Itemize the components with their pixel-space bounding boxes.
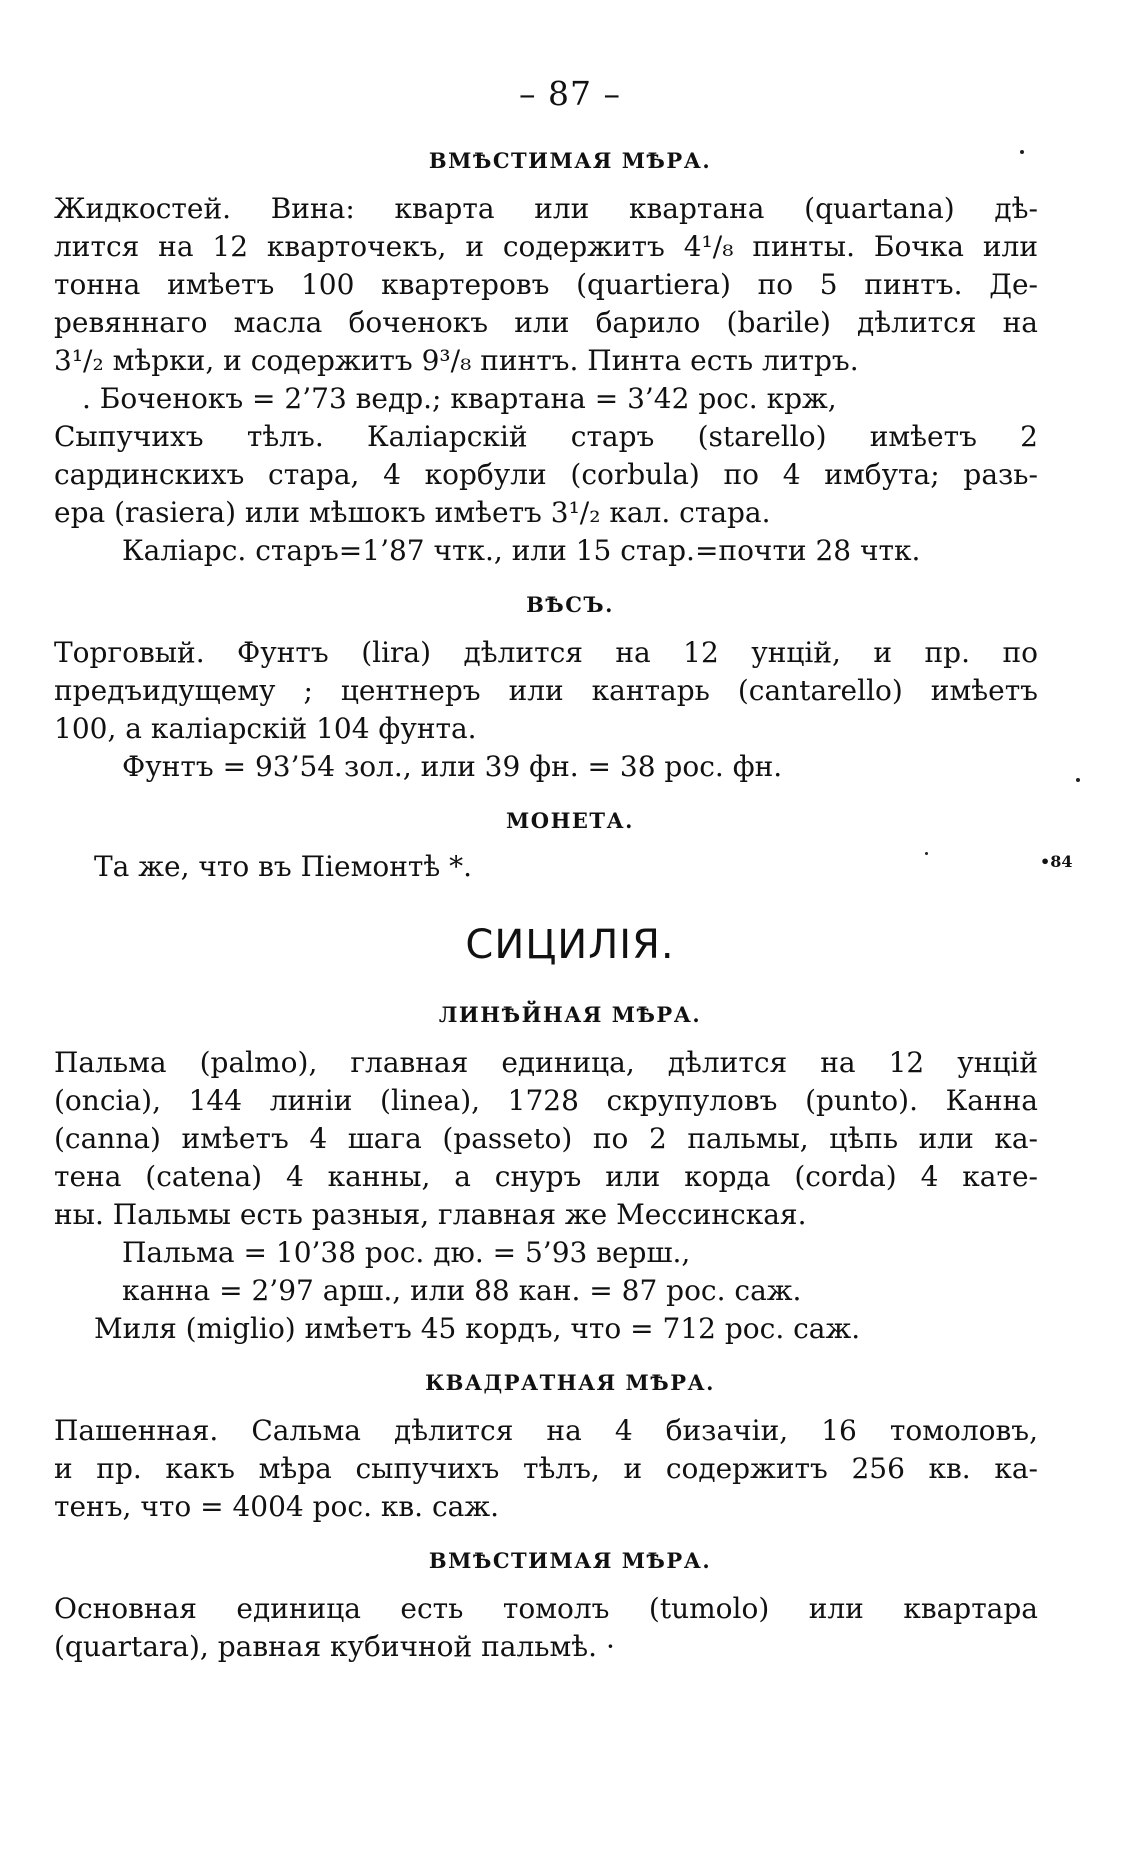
page-number: – 87 – — [519, 74, 621, 113]
text-line: . Боченокъ = 2’73 ведр.; квартана = 3’42 рос. крж, — [82, 382, 837, 415]
text-line: Та же, что въ Піемонтѣ *. — [94, 850, 473, 883]
text-line: тена (catena) 4 канны, а снуръ или корда (corda) 4 кате- — [54, 1160, 1038, 1193]
text-line: ера (rasiera) или мѣшокъ имѣетъ 3¹/₂ кал. стара. — [54, 496, 771, 529]
text-line: Пашенная. Сальма дѣлится на 4 бизачіи, 16 томоловъ, — [54, 1414, 1038, 1447]
text-line: (oncia), 144 линіи (linea), 1728 скрупуловъ (punto). Канна — [54, 1084, 1038, 1117]
section-heading-weight: ВѢСЪ. — [526, 592, 614, 617]
chapter-title: СИЦИЛІЯ. — [465, 922, 675, 968]
text-line: лится на 12 кварточекъ, и содержитъ 4¹/₈ пинты. Бочка или — [54, 230, 1038, 263]
scan-speck — [925, 852, 928, 855]
text-line: ны. Пальмы есть разныя, главная же Мессинская. — [54, 1198, 807, 1231]
section-heading-square: КВАДРАТНАЯ МѢРА. — [425, 1370, 715, 1395]
text-line: Сыпучихъ тѣлъ. Каліарскій старъ (starello) имѣетъ 2 — [54, 420, 1038, 453]
text-line: тонна имѣетъ 100 квартеровъ (quartiera) по 5 пинтъ. Де- — [54, 268, 1038, 301]
text-line: предъидущему ; центнеръ или кантарь (cantarello) имѣетъ — [54, 674, 1038, 707]
margin-note: •84 — [1040, 852, 1073, 871]
text-line: (quartara), равная кубичной пальмѣ. · — [54, 1630, 615, 1663]
scan-speck — [1020, 150, 1024, 154]
text-line: Пальма = 10’38 рос. дю. = 5’93 верш., — [122, 1236, 691, 1269]
text-line: ревяннаго масла боченокъ или барило (barile) дѣлится на — [54, 306, 1038, 339]
text-line: и пр. какъ мѣра сыпучихъ тѣлъ, и содержитъ 256 кв. ка- — [54, 1452, 1038, 1485]
scan-speck — [1076, 778, 1080, 782]
text-line: Пальма (palmo), главная единица, дѣлится на 12 унцій — [54, 1046, 1038, 1079]
text-line: Основная единица есть томолъ (tumolo) или квартара — [54, 1592, 1038, 1625]
section-heading-coin: МОНЕТА. — [506, 808, 634, 833]
text-line: сардинскихъ стара, 4 корбули (corbula) по 4 имбута; разь- — [54, 458, 1038, 491]
text-line: 3¹/₂ мѣрки, и содержитъ 9³/₈ пинтъ. Пинта есть литръ. — [54, 344, 859, 377]
text-line: 100, а каліарскій 104 фунта. — [54, 712, 477, 745]
text-line: Жидкостей. Вина: кварта или квартана (quartana) дѣ- — [54, 192, 1038, 225]
text-line: тенъ, что = 4004 рос. кв. саж. — [54, 1490, 499, 1523]
text-line: Фунтъ = 93’54 зол., или 39 фн. = 38 рос. фн. — [122, 750, 783, 783]
section-heading-linear: ЛИНѢЙНАЯ МѢРА. — [438, 1002, 702, 1027]
text-line: канна = 2’97 арш., или 88 кан. = 87 рос. саж. — [122, 1274, 802, 1307]
text-line: (canna) имѣетъ 4 шага (passeto) по 2 пальмы, цѣпь или ка- — [54, 1122, 1038, 1155]
section-heading-capacity: ВМѢСТИМАЯ МѢРА. — [428, 148, 712, 173]
text-line: Торговый. Фунтъ (lira) дѣлится на 12 унцій, и пр. по — [54, 636, 1038, 669]
text-line: Миля (miglio) имѣетъ 45 кордъ, что = 712 рос. саж. — [94, 1312, 861, 1345]
section-heading-capacity-2: ВМѢСТИМАЯ МѢРА. — [428, 1548, 712, 1573]
text-line: Каліарс. старъ=1’87 чтк., или 15 стар.=почти 28 чтк. — [122, 534, 921, 567]
